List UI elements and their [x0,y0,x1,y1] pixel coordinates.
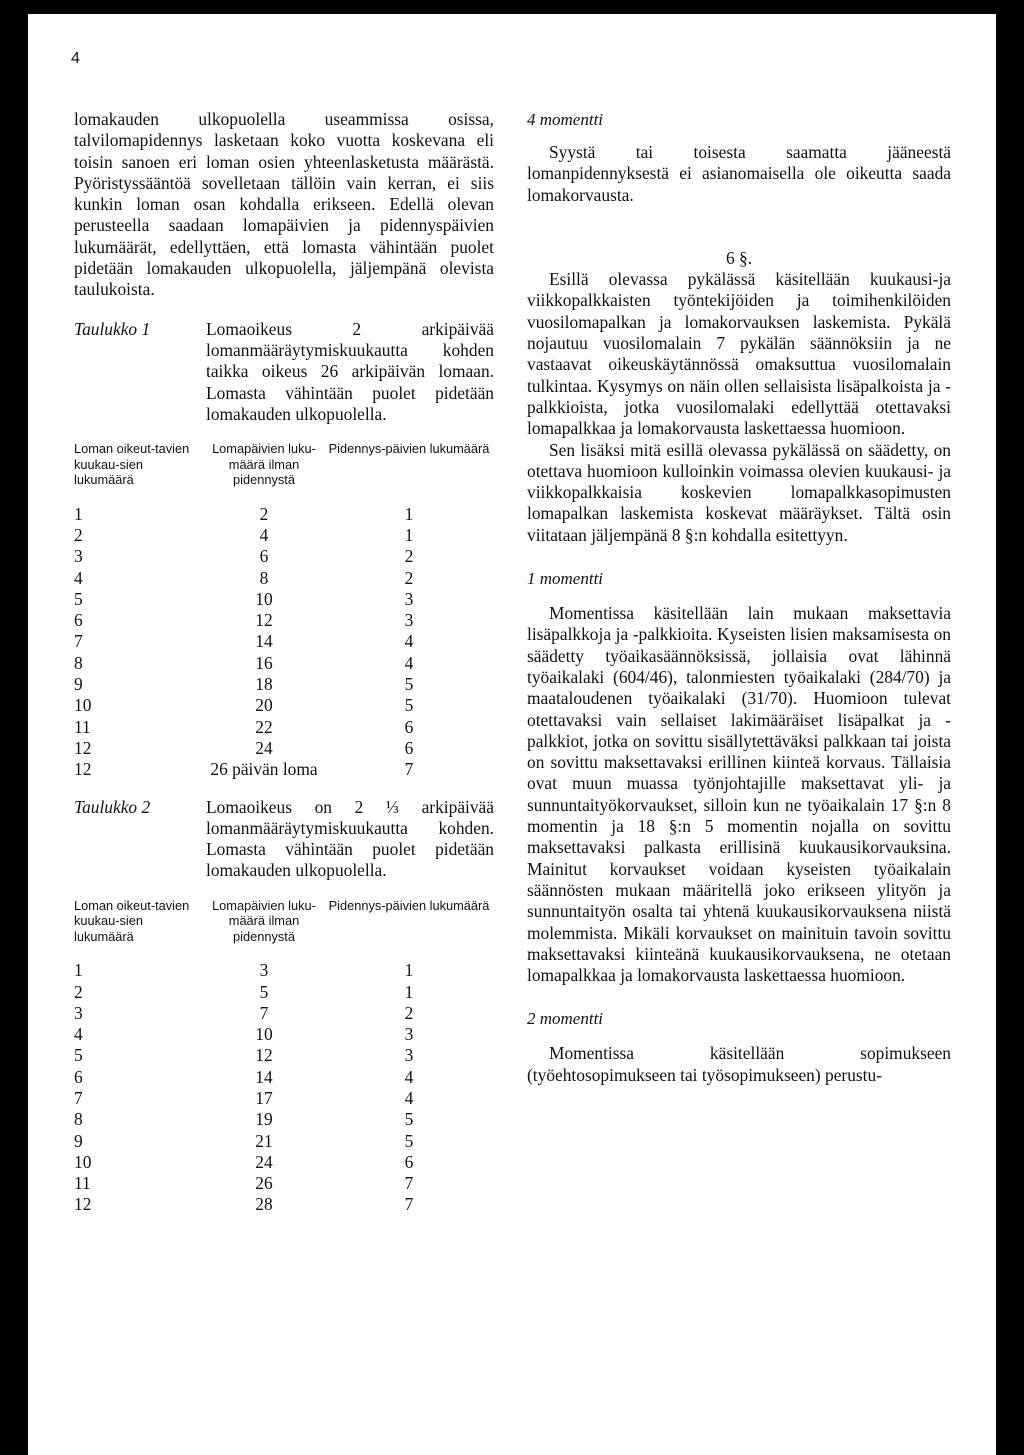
extension-cell: 4 [404,1066,414,1087]
months-cell: 12 [74,1194,92,1215]
mom2-paragraph: Momentissa käsitellään sopimukseen (työehtosopimukseen tai työsopimukseen) perustu- [527,1043,951,1085]
days-cell: 6 [259,546,269,567]
days-cell: 2 [259,503,269,524]
extension-cell: 1 [404,960,414,981]
months-cell: 10 [74,1151,92,1172]
months-cell: 2 [74,524,83,545]
table2-label: Taulukko 2 [74,796,151,817]
months-cell: 1 [74,960,83,981]
months-cell: 9 [74,674,83,695]
months-cell: 12 [74,759,92,780]
months-cell: 4 [74,1024,83,1045]
table-row [74,717,494,738]
table-row [74,1109,494,1130]
table2-caption-text: Lomaoikeus on 2 ⅓ arkipäivää lomanmääräytymiskuukautta kohden. Lomasta vähintään puolet pidetään lomakauden ulkopuolella. [206,796,494,881]
right-column [527,109,951,1086]
table-row [74,568,494,589]
extension-cell: 6 [404,737,414,758]
mom1-heading: 1 momentti [527,569,604,589]
left-edge-bar [16,14,28,1455]
days-cell: 5 [259,981,269,1002]
months-cell: 11 [74,1173,91,1194]
months-cell: 7 [74,631,83,652]
days-cell: 10 [255,1024,273,1045]
days-cell: 28 [255,1194,273,1215]
extension-cell: 5 [404,1130,414,1151]
days-cell: 16 [255,652,273,673]
days-cell: 7 [259,1002,269,1023]
extension-cell: 7 [404,1194,414,1215]
table2 [74,898,494,1216]
table-row [74,1131,494,1152]
table-row [74,1088,494,1109]
table1-header-days: Lomapäivien luku-määrä ilman pidennystä [212,441,316,488]
intro-paragraph: lomakauden ulkopuolella useammissa osissa, talvilomapidennys lasketaan koko vuotta koskevana eli toisin sanoen eri loman osien yhteenlasketusta määrästä. Pyöristyssääntöä sovelletaan tällöin vain kerran, ei siis kunkin loman osan kohdalla erikseen. Edellä olevan perusteella saadaan lomapäivien ja pidennyspäivien lukumäärät, edellyttäen, että lomasta vähintään puolet pidetään lomakauden ulkopuolella, jäljempänä olevista taulukoista. [74,109,494,300]
months-cell: 8 [74,652,83,673]
extension-cell: 4 [404,1087,414,1108]
months-cell: 4 [74,567,83,588]
extension-cell: 1 [404,503,414,524]
table-row [74,982,494,1003]
left-column [74,109,494,1216]
table-row [74,631,494,652]
extension-cell: 5 [404,1109,414,1130]
extension-cell: 3 [404,1024,414,1045]
page-number: 4 [71,50,80,67]
table-row [74,1067,494,1088]
table1 [74,441,494,780]
days-cell: 12 [255,610,273,631]
days-cell: 4 [259,524,269,545]
mom4-paragraph: Syystä tai toisesta saamatta jääneestä lomanpidennyksestä ei asianomaisella ole oikeutta saada lomakorvausta. [527,142,951,205]
months-cell: 9 [74,1130,83,1151]
months-cell: 2 [74,981,83,1002]
table-row [74,504,494,525]
table-row [74,960,494,981]
table2-header-extension: Pidennys-päivien lukumäärä [328,897,490,913]
table-row [74,674,494,695]
extension-cell: 5 [404,695,414,716]
table-row [74,1152,494,1173]
days-cell: 12 [255,1045,273,1066]
extension-cell: 2 [404,1002,414,1023]
table2-header-days: Lomapäivien luku-määrä ilman pidennystä [212,897,316,944]
months-cell: 5 [74,588,83,609]
table-row [74,1194,494,1215]
table-row [74,1024,494,1045]
days-cell: 24 [255,737,273,758]
table1-header-extension: Pidennys-päivien lukumäärä [328,441,490,457]
months-cell: 12 [74,737,92,758]
table-row [74,738,494,759]
extension-cell: 5 [404,674,414,695]
mom4-heading: 4 momentti [527,110,604,129]
days-cell: 17 [255,1087,273,1108]
table-row [74,1173,494,1194]
mom2-heading: 2 momentti [527,1009,604,1029]
months-cell: 6 [74,1066,83,1087]
sec6-paragraph-1: Esillä olevassa pykälässä käsitellään kuukausi-ja viikkopalkkaisten työntekijöiden ja toimihenkilöiden vuosilomapalkan ja lomakorvauksen laskemista. Pykälä nojautuu vuosilomalain 7 pykälän säännöksiin ja ne vastaavat oikeuskäytännössä omaksuttua vuosilomalain tulkintaa. Kysymys on näin ollen sellaisista lisäpalkoista ja -palkkioista, jotka vuosilomalaki edellyttää otettavaksi lomapalkkaa ja lomakorvausta laskettaessa huomioon. [527,269,951,439]
months-cell: 3 [74,546,83,567]
table2-header-months: Loman oikeut-tavien kuukau-sien lukumäärä [74,897,190,944]
extension-cell: 3 [404,610,414,631]
months-cell: 6 [74,610,83,631]
days-cell: 20 [255,695,273,716]
months-cell: 10 [74,695,92,716]
extension-cell: 1 [404,524,414,545]
sec6-paragraph-2: Sen lisäksi mitä esillä olevassa pykälässä on säädetty, on otettava huomioon kulloinkin voimassa olevien kuukausi- ja viikkopalkkaisia koskevien lomapalkkasopimusten lomapalkan laskemista koskevat määräykset. Tältä osin viitataan jäljempänä 8 §:n kohdalla esitettyyn. [527,439,951,545]
table-row [74,695,494,716]
table-row [74,610,494,631]
extension-cell: 6 [404,1151,414,1172]
days-cell: 10 [255,588,273,609]
table-row [74,653,494,674]
months-cell: 11 [74,716,91,737]
table1-caption [74,319,494,425]
days-cell: 22 [255,716,273,737]
days-cell: 24 [255,1151,273,1172]
table-row [74,759,494,780]
months-cell: 3 [74,1002,83,1023]
days-cell: 14 [255,1066,273,1087]
extension-cell: 1 [404,981,414,1002]
days-cell: 3 [259,960,269,981]
months-cell: 5 [74,1045,83,1066]
days-cell: 26 [255,1173,273,1194]
months-cell: 8 [74,1109,83,1130]
table-row [74,1003,494,1024]
table1-label: Taulukko 1 [74,318,151,339]
extension-cell: 2 [404,567,414,588]
table-row [74,1045,494,1066]
extension-cell: 6 [404,716,414,737]
table2-caption [74,797,494,882]
extension-cell: 3 [404,1045,414,1066]
extension-cell: 4 [404,631,414,652]
table-row [74,546,494,567]
days-cell: 26 päivän loma [210,759,318,780]
days-cell: 18 [255,674,273,695]
extension-cell: 4 [404,652,414,673]
extension-cell: 2 [404,546,414,567]
days-cell: 14 [255,631,273,652]
table1-caption-text: Lomaoikeus 2 arkipäivää lomanmääräytymiskuukautta kohden taikka oikeus 26 arkipäivän lomaan. Lomasta vähintään puolet pidetään lomakauden ulkopuolella. [206,318,494,424]
table-row [74,525,494,546]
extension-cell: 7 [404,1173,414,1194]
table1-header-months: Loman oikeut-tavien kuukau-sien lukumäärä [74,441,190,488]
section-heading: 6 §. [725,247,753,268]
days-cell: 19 [255,1109,273,1130]
table-row [74,589,494,610]
mom1-paragraph: Momentissa käsitellään lain mukaan maksettavia lisäpalkkoja ja -palkkioita. Kyseisten lisien maksamisesta on säädetty työaikasäännöksissä, jollaisia ovat lähinnä työaikalaki (604/46), talonmiesten työaikalaki (284/70) ja maataloudenen työaikalaki (31/70). Huomioon tulevat otettavaksi vain sellaiset lakimääräiset lisäpalkat ja -palkkiot, jotka on sovittu sisällytettäväksi palkkaan tai joista on sovittu maksettavaksi erillinen kiinteä korvaus. Tällaisia ovat muun muassa työnjohtajille maksettavat yli- ja sunnuntaityökorvaukset, silloin kun ne työaikalain 17 §:n 8 momentin ja 18 §:n 5 momentin nojalla on sovittu maksettavaksi palkasta erillisinä kuukausikorvauksina. Mainitut korvaukset voidaan kyseisten työaikalain säännösten mukaan määritellä joko erikseen ylityön ja sunnuntaityön osalta tai yhtenä kuukausikorvauksena niistä molemmista. Mikäli korvaukset on mainituin tavoin sovittu maksettavaksi kiinteänä kuukausikorvauksena, ne otetaan lomapalkkaa ja lomakorvausta laskettaessa huomioon. [527,603,951,986]
right-edge-bar [996,14,1008,1455]
extension-cell: 7 [404,759,414,780]
extension-cell: 3 [404,588,414,609]
days-cell: 8 [259,567,269,588]
months-cell: 7 [74,1087,83,1108]
months-cell: 1 [74,503,83,524]
days-cell: 21 [255,1130,273,1151]
